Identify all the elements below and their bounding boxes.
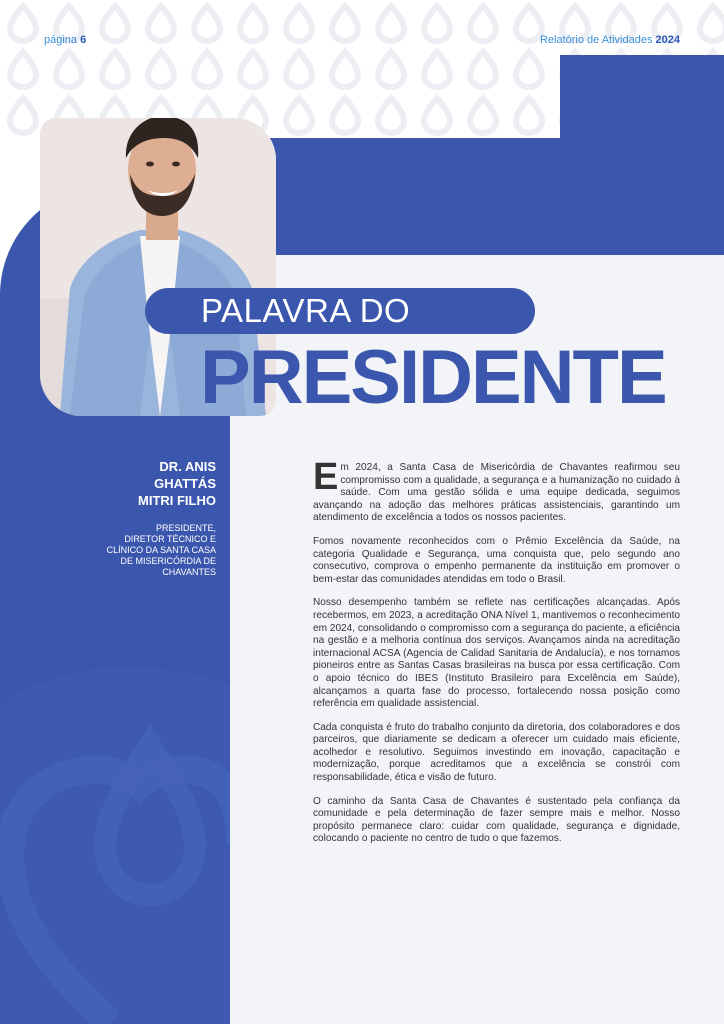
person-name-line: MITRI FILHO: [138, 493, 216, 508]
person-role-line: DE MISERICÓRDIA DE: [120, 556, 216, 566]
person-name-line: GHATTÁS: [154, 476, 216, 491]
article-paragraph: Cada conquista é fruto do trabalho conjunto da diretoria, dos colaboradores e dos parceiros, que diariamente se dedicam a oferecer um cuidado mais eficiente, acolhedor e resolutivo. Seguimos investindo em inovação, capacitação e modernização, porque acreditamos que a excelência se constrói com responsabilidade, ética e visão de futuro.: [313, 721, 680, 784]
page-label: página: [44, 34, 78, 46]
article-paragraph: [313, 456, 680, 525]
title-line1: PALAVRA DO: [201, 292, 411, 329]
title-pill: [145, 288, 535, 334]
person-role-line: PRESIDENTE,: [155, 523, 216, 533]
dropcap: E: [313, 456, 339, 498]
page-number: [44, 34, 86, 46]
person-role-line: CLÍNICO DA SANTA CASA: [106, 545, 216, 555]
person-role-line: CHAVANTES: [162, 567, 216, 577]
article-body: [313, 456, 680, 857]
person-name: [60, 458, 216, 509]
article-paragraph: O caminho da Santa Casa de Chavantes é sustentado pela confiança da comunidade e pela determinação de fazer sempre mais e melhor. Nosso propósito permanece claro: cuidar com qualidade, segurança e dignidade, colocando o paciente no centro de tudo o que fazemos.: [313, 795, 680, 845]
paragraph-text: m 2024, a Santa Casa de Misericórdia de Chavantes reafirmou seu compromisso com a qualidade, a segurança e a humanização no cuidado à saúde. Com uma gestão sólida e uma equipe dedicada, seguimos avançando na adoção das melhores práticas assistenciais, garantindo um atendimento de excelência a todos os nossos pacientes.: [313, 462, 680, 524]
person-name-line: DR. ANIS: [159, 459, 216, 474]
person-role: [60, 523, 216, 578]
blue-band: [230, 138, 724, 255]
article-paragraph: Fomos novamente reconhecidos com o Prêmio Excelência da Saúde, na categoria Qualidade e Segurança, uma conquista que, pelo segundo ano consecutivo, comprova o empenho permanente da instituição em promover o bem-estar das comunidades atendidas em todo o Brasil.: [313, 535, 680, 585]
article-paragraph: Nosso desempenho também se reflete nas certificações alcançadas. Após recebermos, em 2023, a acreditação ONA Nível 1, mantivemos o reconhecimento em 2024, consolidando o compromisso com a segurança do paciente, a eficiência na gestão e a melhoria contínua dos serviços. Avançamos ainda na acreditação internacional ACSA (Agencia de Calidad Sanitaria de Andalucía), e nos tornamos pioneiros entre as Santas Casas brasileiras na busca por essa certificação. Com o apoio técnico do IBES (Instituto Brasileiro para Excelência em Saúde), alcançamos a quarta fase do processo, fortalecendo nossa posição como referência em qualidade assistencial.: [313, 597, 680, 710]
person-role-line: DIRETOR TÉCNICO E: [124, 534, 216, 544]
page-title: PRESIDENTE: [200, 335, 666, 420]
report-label: Relatório de Atividades: [539, 34, 653, 46]
report-year: 2024: [655, 34, 680, 46]
page-number-value: 6: [80, 34, 87, 46]
report-title: [540, 34, 680, 46]
